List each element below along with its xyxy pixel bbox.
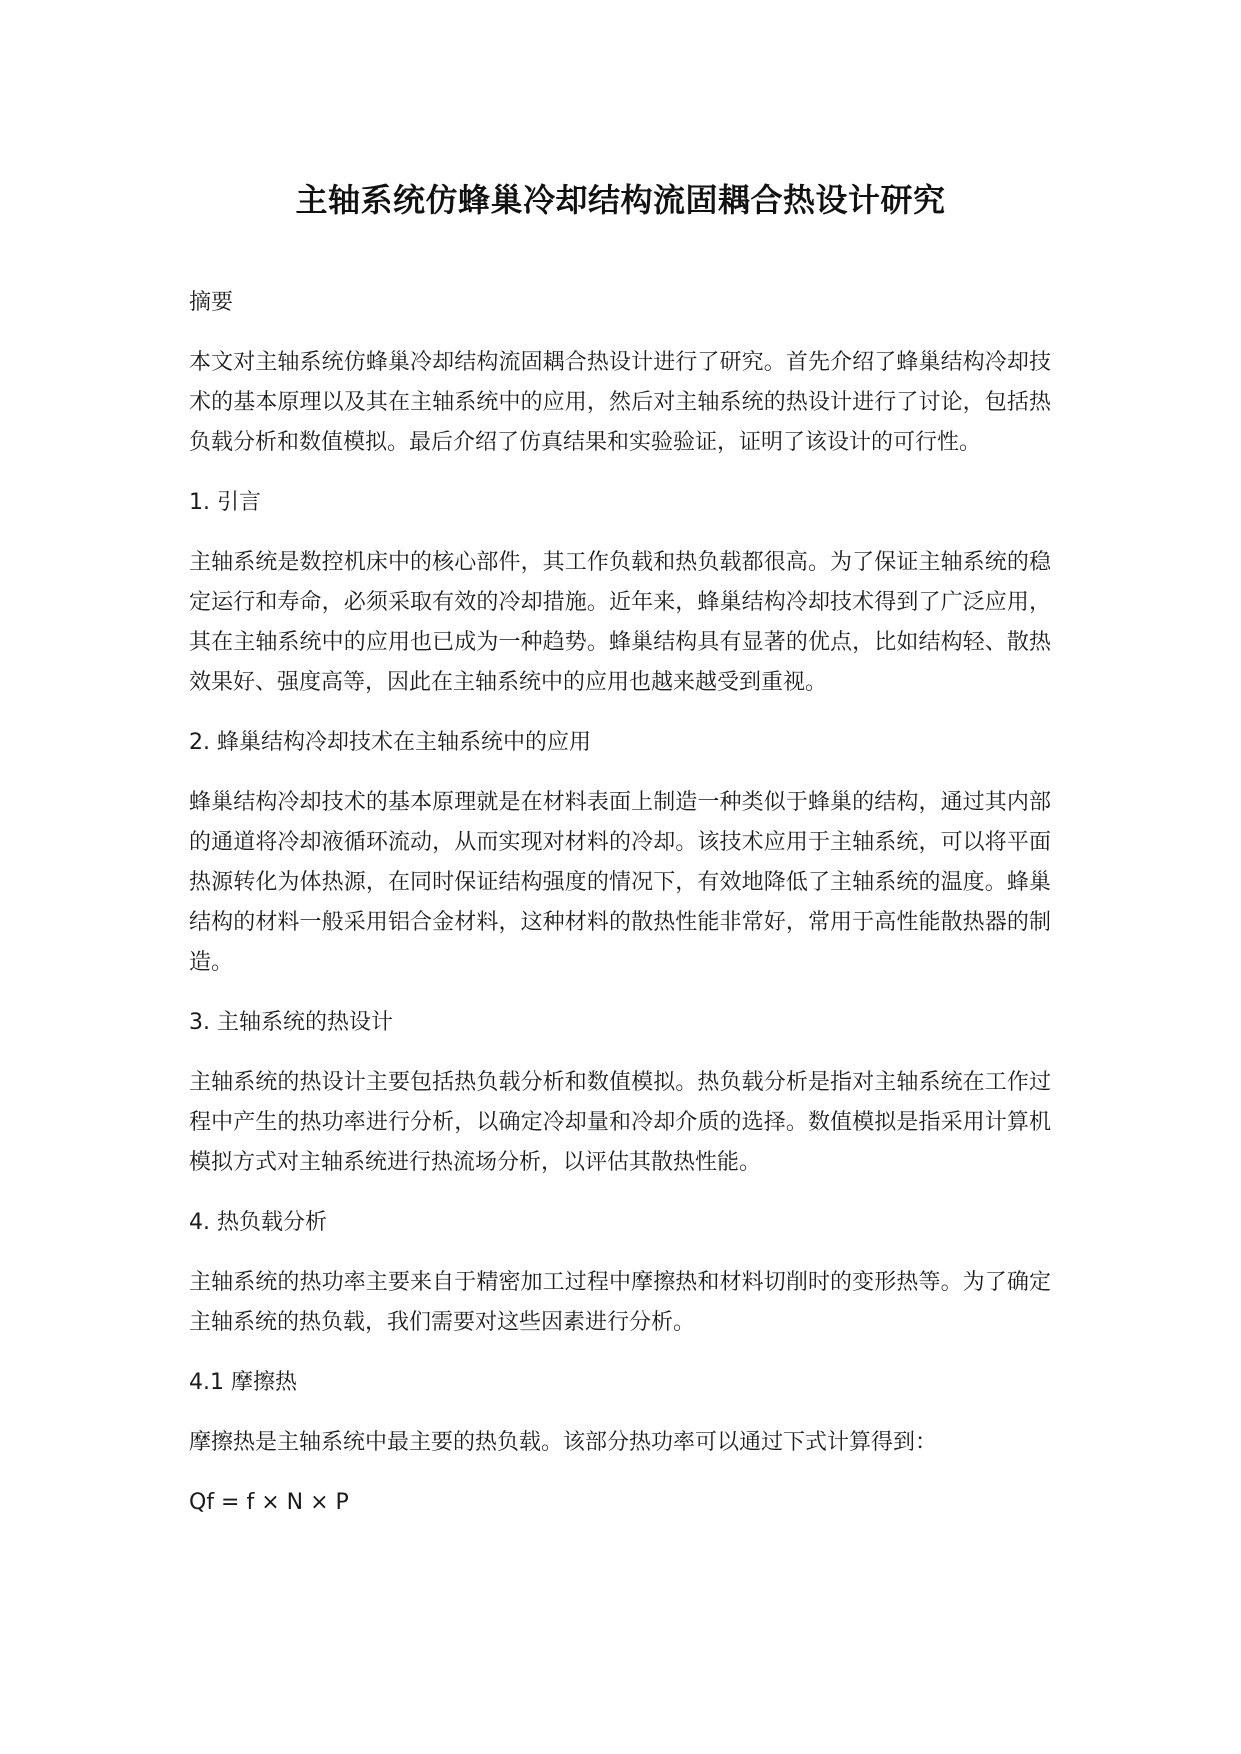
paragraph-thermal-design: 主轴系统的热设计主要包括热负载分析和数值模拟。热负载分析是指对主轴系统在工作过程中产生的热功率进行分析，以确定冷却量和冷却介质的选择。数值模拟是指采用计算机模拟方式对主轴系统进行热流场分析，以评估其散热性能。: [189, 1070, 1051, 1175]
document-body: [189, 283, 1051, 1523]
formula-friction-heat: Qf = f × N × P: [189, 1490, 349, 1515]
page-title: 主轴系统仿蜂巢冷却结构流固耦合热设计研究: [295, 181, 946, 219]
section-heading-honeycomb-application: 2. 蜂巢结构冷却技术在主轴系统中的应用: [189, 730, 591, 755]
section-heading-heat-load-analysis: 4. 热负载分析: [189, 1210, 327, 1235]
paragraph-heat-load-analysis: 主轴系统的热功率主要来自于精密加工过程中摩擦热和材料切削时的变形热等。为了确定主轴系统的热负载，我们需要对这些因素进行分析。: [189, 1270, 1051, 1335]
section-heading-friction-heat: 4.1 摩擦热: [189, 1370, 297, 1395]
paragraph-friction-heat: 摩擦热是主轴系统中最主要的热负载。该部分热功率可以通过下式计算得到：: [189, 1430, 938, 1455]
section-heading-abstract: 摘要: [189, 290, 234, 315]
section-heading-thermal-design: 3. 主轴系统的热设计: [189, 1010, 393, 1035]
section-heading-introduction: 1. 引言: [189, 490, 261, 515]
paragraph-abstract: 本文对主轴系统仿蜂巢冷却结构流固耦合热设计进行了研究。首先介绍了蜂巢结构冷却技术的基本原理以及其在主轴系统中的应用，然后对主轴系统的热设计进行了讨论，包括热负载分析和数值模拟。最后介绍了仿真结果和实验验证，证明了该设计的可行性。: [189, 350, 1051, 455]
paragraph-introduction: 主轴系统是数控机床中的核心部件，其工作负载和热负载都很高。为了保证主轴系统的稳定运行和寿命，必须采取有效的冷却措施。近年来，蜂巢结构冷却技术得到了广泛应用，其在主轴系统中的应用也已成为一种趋势。蜂巢结构具有显著的优点，比如结构轻、散热效果好、强度高等，因此在主轴系统中的应用也越来越受到重视。: [189, 550, 1051, 695]
paragraph-honeycomb-application: 蜂巢结构冷却技术的基本原理就是在材料表面上制造一种类似于蜂巢的结构，通过其内部的通道将冷却液循环流动，从而实现对材料的冷却。该技术应用于主轴系统，可以将平面热源转化为体热源，在同时保证结构强度的情况下，有效地降低了主轴系统的温度。蜂巢结构的材料一般采用铝合金材料，这种材料的散热性能非常好，常用于高性能散热器的制造。: [189, 790, 1051, 975]
